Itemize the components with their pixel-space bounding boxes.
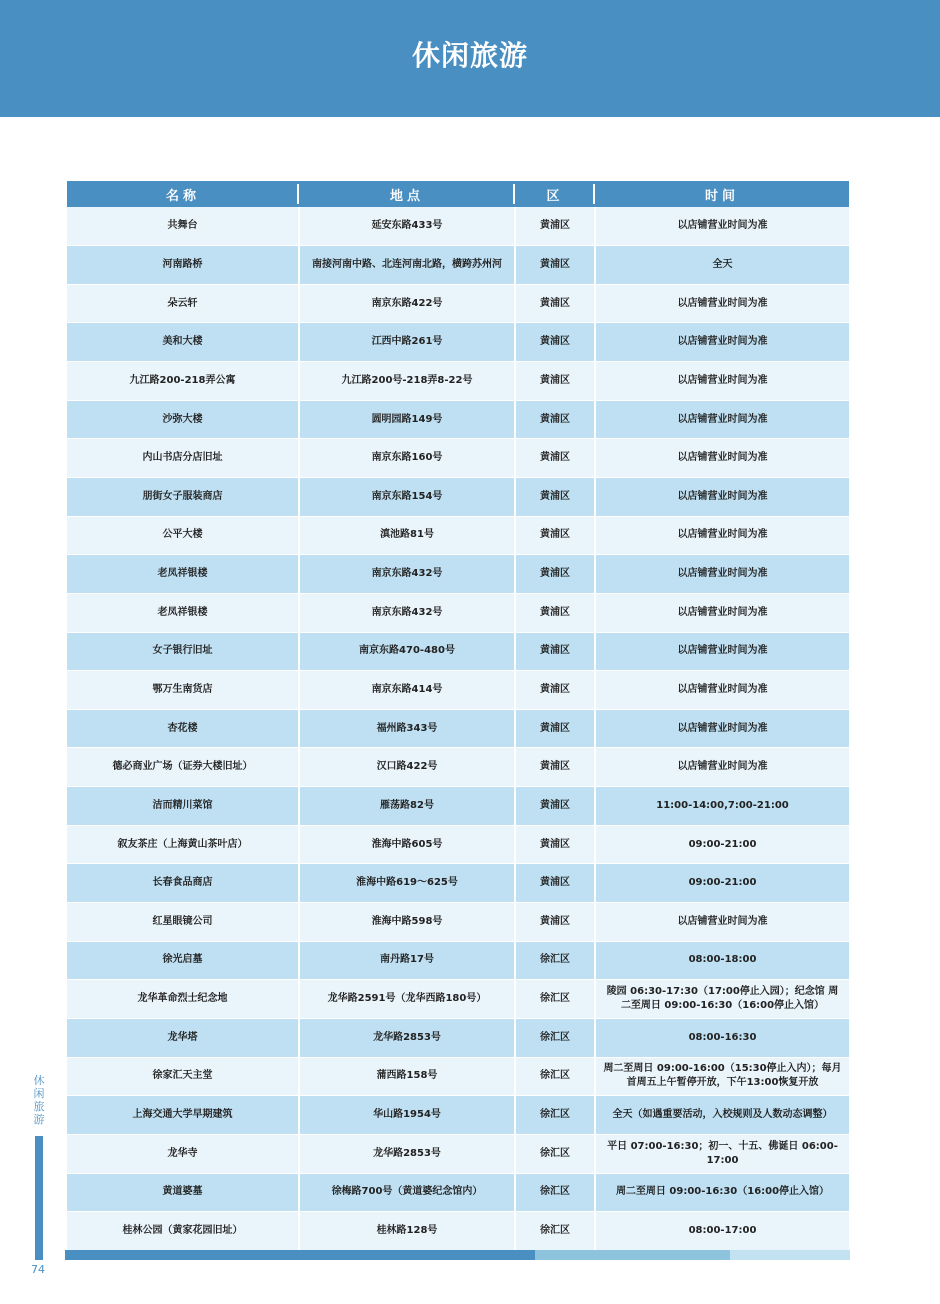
cell-district: 黄浦区 (515, 207, 595, 246)
cell-district: 徐汇区 (515, 941, 595, 980)
table-row (67, 477, 849, 516)
cell-location: 蒲西路158号 (299, 1057, 515, 1096)
table-row (67, 825, 849, 864)
cell-district: 徐汇区 (515, 1173, 595, 1212)
table-row (67, 1134, 849, 1173)
table-row (67, 1096, 849, 1135)
cell-name: 徐光启墓 (67, 941, 299, 980)
cell-hours: 以店铺营业时间为准 (595, 207, 849, 246)
cell-name: 鄂万生南货店 (67, 671, 299, 710)
cell-name: 洁而精川菜馆 (67, 787, 299, 826)
cell-name: 龙华塔 (67, 1018, 299, 1057)
cell-district: 黄浦区 (515, 787, 595, 826)
table-row (67, 323, 849, 362)
cell-location: 九江路200号-218弄8-22号 (299, 362, 515, 401)
cell-location: 淮海中路598号 (299, 903, 515, 942)
cell-location: 汉口路422号 (299, 748, 515, 787)
table-row (67, 439, 849, 478)
cell-hours: 08:00-16:30 (595, 1018, 849, 1057)
cell-hours: 周二至周日 09:00-16:00（15:30停止入内）；每月首周五上午暂停开放，下午13:00恢复开放 (595, 1057, 849, 1096)
cell-location: 龙华路2853号 (299, 1134, 515, 1173)
table-row (67, 593, 849, 632)
table-row (67, 555, 849, 594)
header-location: 地点 (299, 181, 515, 207)
cell-hours: 以店铺营业时间为准 (595, 903, 849, 942)
table-row (67, 1018, 849, 1057)
page-title: 休闲旅游 (411, 38, 528, 72)
cell-name: 共舞台 (67, 207, 299, 246)
cell-name: 徐家汇天主堂 (67, 1057, 299, 1096)
cell-location: 南京东路470-480号 (299, 632, 515, 671)
cell-location: 龙华路2853号 (299, 1018, 515, 1057)
cell-name: 红星眼镜公司 (67, 903, 299, 942)
cell-hours: 全天 (595, 246, 849, 285)
side-section-label: 休闲旅游 (33, 1074, 45, 1126)
table-row (67, 787, 849, 826)
cell-hours: 以店铺营业时间为准 (595, 748, 849, 787)
attractions-table (67, 181, 849, 1251)
cell-name: 沙弥大楼 (67, 400, 299, 439)
cell-location: 南接河南中路、北连河南北路，横跨苏州河 (299, 246, 515, 285)
table-row (67, 207, 849, 246)
cell-district: 黄浦区 (515, 516, 595, 555)
table-row (67, 362, 849, 401)
cell-name: 河南路桥 (67, 246, 299, 285)
cell-location: 南京东路422号 (299, 284, 515, 323)
cell-location: 华山路1954号 (299, 1096, 515, 1135)
cell-name: 杏花楼 (67, 709, 299, 748)
cell-location: 南京东路160号 (299, 439, 515, 478)
cell-hours: 以店铺营业时间为准 (595, 516, 849, 555)
cell-district: 黄浦区 (515, 748, 595, 787)
table-row (67, 1173, 849, 1212)
cell-name: 桂林公园（黄家花园旧址） (67, 1212, 299, 1251)
cell-hours: 以店铺营业时间为准 (595, 632, 849, 671)
header-name: 名称 (67, 181, 299, 207)
table-row (67, 980, 849, 1019)
cell-hours: 以店铺营业时间为准 (595, 400, 849, 439)
cell-district: 黄浦区 (515, 323, 595, 362)
cell-name: 朵云轩 (67, 284, 299, 323)
cell-hours: 陵园 06:30-17:30（17:00停止入园）；纪念馆 周二至周日 09:00-16:30（16:00停止入馆） (595, 980, 849, 1019)
cell-location: 龙华路2591号（龙华西路180号） (299, 980, 515, 1019)
cell-hours: 08:00-17:00 (595, 1212, 849, 1251)
cell-location: 延安东路433号 (299, 207, 515, 246)
cell-name: 老凤祥银楼 (67, 555, 299, 594)
cell-location: 南京东路414号 (299, 671, 515, 710)
cell-hours: 以店铺营业时间为准 (595, 555, 849, 594)
cell-district: 黄浦区 (515, 709, 595, 748)
table-row (67, 941, 849, 980)
page-banner (0, 0, 940, 117)
table-row (67, 903, 849, 942)
cell-district: 徐汇区 (515, 1212, 595, 1251)
cell-district: 黄浦区 (515, 439, 595, 478)
cell-district: 徐汇区 (515, 1134, 595, 1173)
cell-district: 徐汇区 (515, 980, 595, 1019)
cell-location: 南京东路432号 (299, 593, 515, 632)
cell-district: 黄浦区 (515, 671, 595, 710)
cell-district: 黄浦区 (515, 362, 595, 401)
cell-district: 黄浦区 (515, 593, 595, 632)
cell-name: 叙友茶庄（上海黄山茶叶店） (67, 825, 299, 864)
cell-location: 雁荡路82号 (299, 787, 515, 826)
table-row (67, 709, 849, 748)
table-row (67, 284, 849, 323)
cell-name: 德必商业广场（证券大楼旧址） (67, 748, 299, 787)
cell-name: 上海交通大学早期建筑 (67, 1096, 299, 1135)
cell-hours: 09:00-21:00 (595, 825, 849, 864)
cell-district: 黄浦区 (515, 903, 595, 942)
cell-hours: 08:00-18:00 (595, 941, 849, 980)
cell-name: 公平大楼 (67, 516, 299, 555)
cell-hours: 平日 07:00-16:30；初一、十五、佛诞日 06:00-17:00 (595, 1134, 849, 1173)
cell-hours: 周二至周日 09:00-16:30（16:00停止入馆） (595, 1173, 849, 1212)
cell-name: 美和大楼 (67, 323, 299, 362)
cell-location: 滇池路81号 (299, 516, 515, 555)
table-body (67, 207, 849, 1250)
cell-district: 黄浦区 (515, 864, 595, 903)
cell-hours: 以店铺营业时间为准 (595, 709, 849, 748)
cell-district: 黄浦区 (515, 632, 595, 671)
cell-district: 徐汇区 (515, 1057, 595, 1096)
cell-location: 徐梅路700号（黄道婆纪念馆内） (299, 1173, 515, 1212)
cell-location: 桂林路128号 (299, 1212, 515, 1251)
cell-name: 龙华革命烈士纪念地 (67, 980, 299, 1019)
cell-hours: 全天（如遇重要活动，入校规则及人数动态调整） (595, 1096, 849, 1135)
cell-district: 徐汇区 (515, 1096, 595, 1135)
cell-hours: 以店铺营业时间为准 (595, 284, 849, 323)
cell-district: 黄浦区 (515, 825, 595, 864)
cell-district: 黄浦区 (515, 284, 595, 323)
cell-hours: 以店铺营业时间为准 (595, 671, 849, 710)
cell-hours: 以店铺营业时间为准 (595, 323, 849, 362)
cell-hours: 09:00-21:00 (595, 864, 849, 903)
cell-district: 黄浦区 (515, 246, 595, 285)
table-header (67, 181, 849, 207)
side-stripe (35, 1136, 43, 1260)
cell-location: 圆明园路149号 (299, 400, 515, 439)
cell-district: 徐汇区 (515, 1018, 595, 1057)
cell-hours: 以店铺营业时间为准 (595, 439, 849, 478)
table-row (67, 516, 849, 555)
cell-location: 淮海中路619～625号 (299, 864, 515, 903)
header-hours: 时间 (595, 181, 849, 207)
table-row (67, 1057, 849, 1096)
cell-location: 南京东路154号 (299, 477, 515, 516)
cell-hours: 以店铺营业时间为准 (595, 593, 849, 632)
cell-hours: 以店铺营业时间为准 (595, 362, 849, 401)
cell-location: 江西中路261号 (299, 323, 515, 362)
table-row (67, 671, 849, 710)
table-row (67, 1212, 849, 1251)
cell-name: 内山书店分店旧址 (67, 439, 299, 478)
cell-name: 女子银行旧址 (67, 632, 299, 671)
header-district: 区 (515, 181, 595, 207)
table-row (67, 246, 849, 285)
cell-location: 福州路343号 (299, 709, 515, 748)
bottom-decorative-bar (65, 1250, 850, 1260)
cell-location: 南丹路17号 (299, 941, 515, 980)
cell-name: 黄道婆墓 (67, 1173, 299, 1212)
cell-location: 南京东路432号 (299, 555, 515, 594)
cell-hours: 11:00-14:00,7:00-21:00 (595, 787, 849, 826)
cell-name: 老凤祥银楼 (67, 593, 299, 632)
cell-name: 九江路200-218弄公寓 (67, 362, 299, 401)
cell-location: 淮海中路605号 (299, 825, 515, 864)
page-number: 74 (31, 1263, 45, 1276)
cell-district: 黄浦区 (515, 555, 595, 594)
cell-hours: 以店铺营业时间为准 (595, 477, 849, 516)
table-row (67, 632, 849, 671)
table-row (67, 400, 849, 439)
cell-name: 长春食品商店 (67, 864, 299, 903)
cell-district: 黄浦区 (515, 477, 595, 516)
table-row (67, 864, 849, 903)
cell-name: 朋街女子服装商店 (67, 477, 299, 516)
cell-name: 龙华寺 (67, 1134, 299, 1173)
table-row (67, 748, 849, 787)
cell-district: 黄浦区 (515, 400, 595, 439)
